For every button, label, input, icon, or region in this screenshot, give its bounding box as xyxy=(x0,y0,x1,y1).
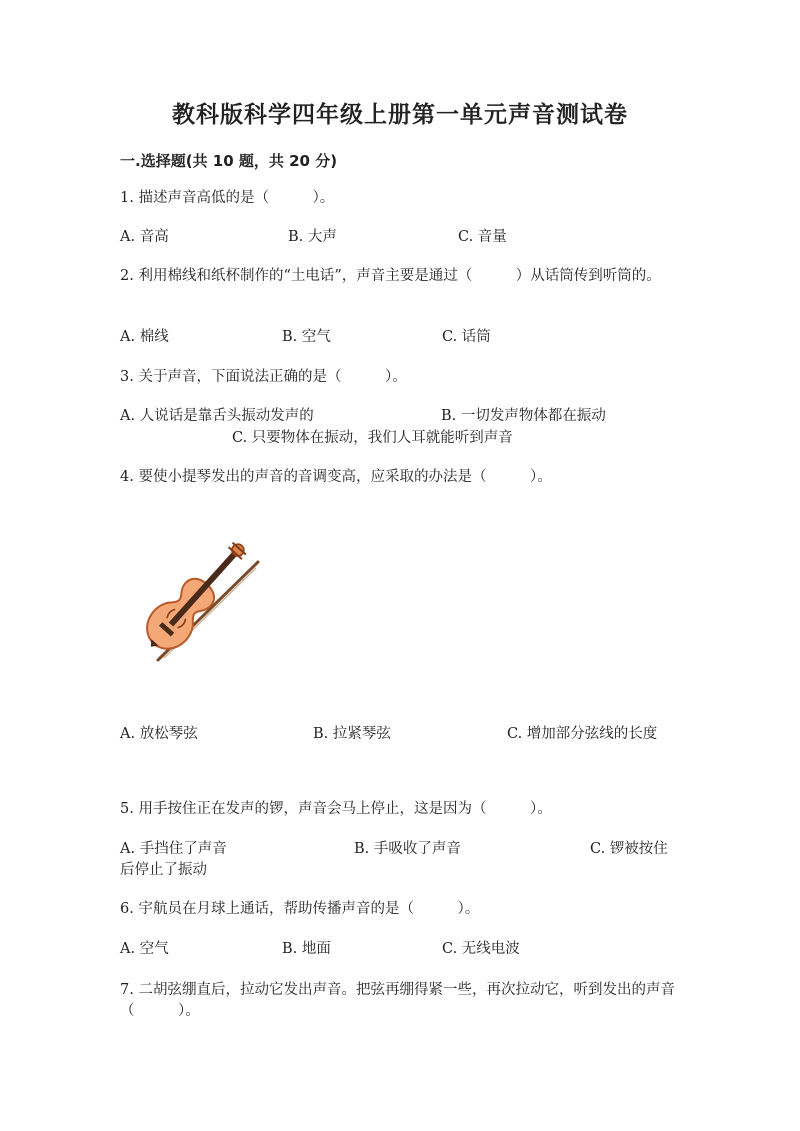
question-3-stem: 3. 关于声音，下面说法正确的是（ ）。 xyxy=(120,369,407,385)
question-6-option-b: B. 地面 xyxy=(282,941,331,957)
question-7-stem: 7. 二胡弦绷直后，拉动它发出声音。把弦再绷得紧一些，再次拉动它，听到发出的声音（ ）。 xyxy=(120,982,675,1019)
question-5-option-b: B. 手吸收了声音 xyxy=(354,841,461,857)
question-5-stem: 5. 用手按住正在发声的锣，声音会马上停止，这是因为（ ）。 xyxy=(120,801,552,817)
section-heading: 一.选择题(共 10 题，共 20 分) xyxy=(120,152,338,170)
question-5-option-c-continued: 后停止了振动 xyxy=(120,862,207,878)
question-4-option-a: A. 放松琴弦 xyxy=(120,726,198,742)
page-title: 教科版科学四年级上册第一单元声音测试卷 xyxy=(172,102,628,128)
question-4-option-c: C. 增加部分弦线的长度 xyxy=(507,726,658,742)
question-1-option-b: B. 大声 xyxy=(288,229,337,245)
question-1-option-a: A. 音高 xyxy=(120,229,169,245)
question-6-stem: 6. 宇航员在月球上通话，帮助传播声音的是（ ）。 xyxy=(120,901,480,917)
question-6-option-a: A. 空气 xyxy=(120,941,169,957)
question-1-stem: 1. 描述声音高低的是（ ）。 xyxy=(120,190,335,206)
violin-icon xyxy=(120,520,270,670)
question-2-stem: 2. 利用棉线和纸杯制作的“土电话”，声音主要是通过（ ）从话筒传到听筒的。 xyxy=(120,268,661,284)
question-3-option-c: C. 只要物体在振动，我们人耳就能听到声音 xyxy=(232,430,513,446)
question-1-option-c: C. 音量 xyxy=(458,229,507,245)
question-3-option-b: B. 一切发声物体都在振动 xyxy=(441,408,606,424)
question-2-option-b: B. 空气 xyxy=(282,329,331,345)
question-5-option-c: C. 锣被按住 xyxy=(590,841,668,857)
question-4-stem: 4. 要使小提琴发出的声音的音调变高，应采取的办法是（ ）。 xyxy=(120,469,552,485)
question-4-option-b: B. 拉紧琴弦 xyxy=(313,726,391,742)
question-5-option-a: A. 手挡住了声音 xyxy=(120,841,227,857)
question-6-option-c: C. 无线电波 xyxy=(442,941,520,957)
question-3-option-a: A. 人说话是靠舌头振动发声的 xyxy=(120,408,314,424)
question-2-option-a: A. 棉线 xyxy=(120,329,169,345)
question-2-option-c: C. 话筒 xyxy=(442,329,491,345)
